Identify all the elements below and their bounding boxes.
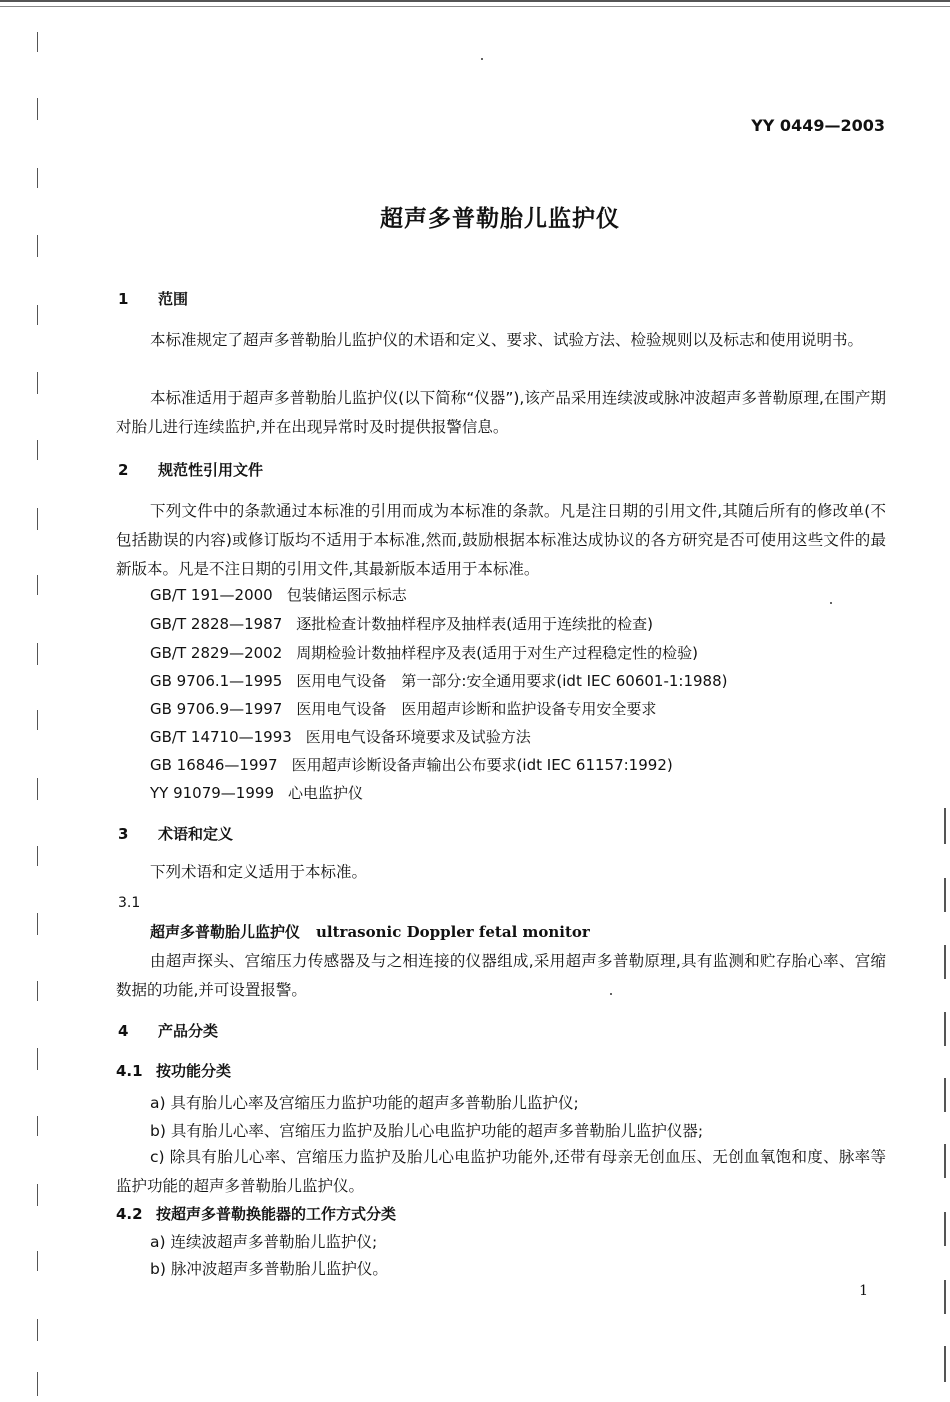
scan-mark-right: [944, 1346, 946, 1382]
subsection-title: 按超声多普勒换能器的工作方式分类: [156, 1205, 397, 1223]
reference-item: [150, 782, 363, 803]
scan-mark-left: [37, 643, 38, 665]
reference-title: 逐批检查计数抽样程序及抽样表(适用于连续批的检查): [296, 615, 653, 633]
scan-mark-left: [37, 778, 38, 800]
list-item: c) 除具有胎儿心率、宫缩压力监护及胎儿心电监护功能外,还带有母亲无创血压、无创血氧饱和度、脉率等监护功能的超声多普勒胎儿监护仪。: [116, 1148, 886, 1195]
section-title: 术语和定义: [158, 825, 234, 843]
section-title: 范围: [158, 290, 189, 308]
scan-mark-right: [944, 1144, 946, 1178]
reference-title: 医用超声诊断设备声输出公布要求(idt IEC 61157:1992): [291, 756, 673, 774]
paragraph: 本标准规定了超声多普勒胎儿监护仪的术语和定义、要求、试验方法、检验规则以及标志和使用说明书。: [150, 331, 864, 349]
section-number: 2: [118, 461, 129, 479]
section-heading-1: [118, 288, 188, 309]
list-item: b) 脉冲波超声多普勒胎儿监护仪。: [150, 1260, 388, 1278]
reference-title: 医用电气设备环境要求及试验方法: [305, 728, 531, 746]
term-entry: [150, 921, 590, 942]
scan-mark-left: [37, 235, 38, 257]
list-item: b) 具有胎儿心率、宫缩压力监护及胎儿心电监护功能的超声多普勒胎儿监护仪器;: [150, 1122, 704, 1140]
scan-mark-left: [37, 168, 38, 188]
document-number: YY 0449—2003: [751, 116, 885, 135]
reference-item: [150, 754, 673, 775]
subsection-number: 3.1: [118, 895, 141, 911]
reference-title: 医用电气设备 医用超声诊断和监护设备专用安全要求: [296, 700, 657, 718]
scan-mark-left: [37, 575, 38, 595]
subsection-number: 4.2: [116, 1205, 143, 1223]
reference-title: 包装储运图示标志: [286, 586, 407, 604]
scan-mark-right: [944, 945, 946, 979]
reference-item: [150, 670, 728, 691]
reference-item: [150, 584, 407, 605]
page-title: 超声多普勒胎儿监护仪: [380, 206, 620, 232]
scan-mark-left: [37, 372, 38, 394]
scan-mark-left: [37, 1048, 38, 1070]
scan-mark-left: [37, 1184, 38, 1206]
subsection-number: 4.1: [116, 1062, 143, 1080]
scan-mark-left: [37, 710, 38, 730]
reference-item: [150, 642, 698, 663]
reference-item: [150, 613, 653, 634]
section-heading-3: [118, 823, 233, 844]
scan-mark-left: [37, 846, 38, 866]
page-number: 1: [859, 1283, 868, 1299]
reference-code: GB/T 14710—1993: [150, 728, 292, 746]
paragraph: 下列文件中的条款通过本标准的引用而成为本标准的条款。凡是注日期的引用文件,其随后所有的修改单(不包括勘误的内容)或修订版均不适用于本标准,然而,鼓励根据本标准达成协议的各方研究是否可使用这些文件的最新版本。凡是不注日期的引用文件,其最新版本适用于本标准。: [116, 502, 886, 578]
section-heading-4: [118, 1020, 218, 1041]
section-title: 规范性引用文件: [158, 461, 264, 479]
paragraph: 本标准适用于超声多普勒胎儿监护仪(以下简称“仪器”),该产品采用连续波或脉冲波超声多普勒原理,在围产期对胎儿进行连续监护,并在出现异常时及时提供报警信息。: [116, 389, 886, 436]
section-title: 产品分类: [158, 1022, 219, 1040]
reference-code: GB 16846—1997: [150, 756, 278, 774]
reference-title: 心电监护仪: [287, 784, 363, 802]
term-english: ultrasonic Doppler fetal monitor: [316, 923, 590, 941]
reference-code: YY 91079—1999: [150, 784, 274, 802]
reference-code: GB/T 2829—2002: [150, 644, 283, 662]
reference-item: [150, 698, 656, 719]
scan-mark-left: [37, 32, 38, 52]
reference-title: 周期检验计数抽样程序及表(适用于对生产过程稳定性的检验): [296, 644, 698, 662]
scan-border-top-2: [0, 6, 950, 7]
reference-title: 医用电气设备 第一部分:安全通用要求(idt IEC 60601-1:1988): [296, 672, 728, 690]
scan-mark-left: [37, 440, 38, 460]
scan-mark-left: [37, 1319, 38, 1341]
subsection-heading-4-2: [116, 1203, 396, 1224]
list-item: a) 具有胎儿心率及宫缩压力监护功能的超声多普勒胎儿监护仪;: [150, 1094, 579, 1112]
scan-mark-right: [944, 1012, 946, 1046]
paragraph: 下列术语和定义适用于本标准。: [150, 863, 368, 881]
scan-mark-right: [944, 878, 946, 912]
scan-mark-right: [944, 1212, 946, 1246]
section-number: 3: [118, 825, 129, 843]
scan-mark-left: [37, 305, 38, 325]
list-item: a) 连续波超声多普勒胎儿监护仪;: [150, 1233, 378, 1251]
scan-speck: [481, 58, 483, 60]
scan-mark-left: [37, 913, 38, 935]
section-number: 1: [118, 290, 129, 308]
section-heading-2: [118, 459, 263, 480]
scan-mark-left: [37, 1251, 38, 1271]
subsection-heading-4-1: [116, 1060, 231, 1081]
reference-code: GB/T 2828—1987: [150, 615, 283, 633]
term-chinese: 超声多普勒胎儿监护仪: [150, 923, 301, 941]
subsection-title: 按功能分类: [156, 1062, 232, 1080]
term-definition: 由超声探头、宫缩压力传感器及与之相连接的仪器组成,采用超声多普勒原理,具有监测和贮存胎心率、宫缩数据的功能,并可设置报警。: [116, 952, 886, 999]
scan-border-top: [0, 0, 950, 2]
scan-mark-right: [944, 1280, 946, 1314]
section-number: 4: [118, 1022, 129, 1040]
scan-mark-left: [37, 1372, 38, 1396]
scan-speck: [830, 602, 832, 604]
scan-mark-left: [37, 508, 38, 530]
reference-code: GB 9706.9—1997: [150, 700, 283, 718]
scan-mark-right: [944, 1078, 946, 1112]
scan-mark-left: [37, 1116, 38, 1136]
reference-code: GB/T 191—2000: [150, 586, 273, 604]
scan-mark-left: [37, 98, 38, 120]
reference-code: GB 9706.1—1995: [150, 672, 283, 690]
scan-mark-right: [944, 808, 946, 844]
scan-mark-left: [37, 981, 38, 1001]
reference-item: [150, 726, 531, 747]
